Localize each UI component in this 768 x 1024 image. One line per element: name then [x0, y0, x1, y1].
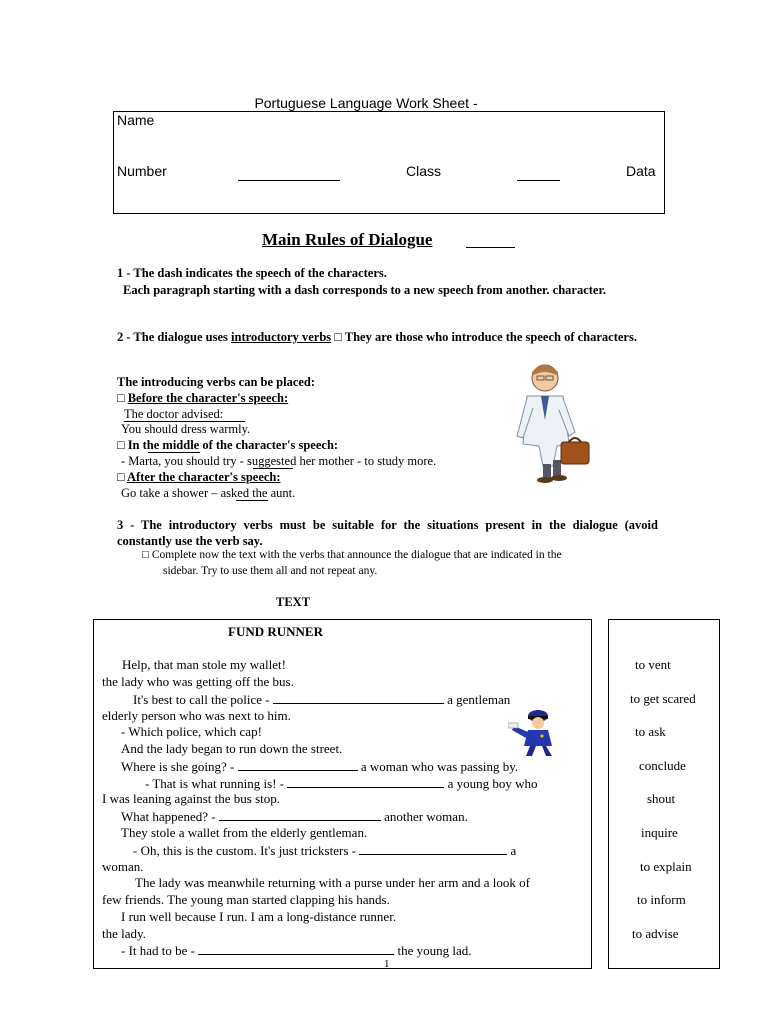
before-example-2: You should dress warmly.	[121, 422, 251, 436]
checkbox-icon: □	[117, 470, 125, 484]
title-underline	[466, 247, 515, 248]
blank-field[interactable]	[359, 842, 507, 855]
text-label: TEXT	[276, 595, 311, 609]
story-line: - That is what running is! - a young boy who	[145, 776, 538, 791]
rule-3: 3 - The introductory verbs must be suitable for the situations present in the dialogue (avoid constantly use the verb say.	[117, 518, 658, 548]
blank-field[interactable]	[219, 808, 381, 821]
main-title: Main Rules of Dialogue	[262, 230, 433, 249]
class-label: Class	[406, 163, 442, 179]
story-line: I run well because I run. I am a long-distance runner.	[121, 909, 397, 924]
rule-2	[117, 329, 658, 345]
rule-1-detail: Each paragraph starting with a dash corresponds to a new speech from another. character.	[123, 283, 606, 297]
blank-field[interactable]	[287, 775, 444, 788]
number-label: Number	[117, 163, 167, 179]
rule-1-heading: 1 - The dash indicates the speech of the characters.	[117, 266, 387, 280]
after-underline	[236, 500, 268, 501]
sidebar-verb: conclude	[639, 758, 686, 773]
rule-2-keyword: introductory verbs	[231, 330, 332, 344]
story-line: few friends. The young man started clapping his hands.	[102, 892, 390, 907]
story-line: the lady who was getting off the bus.	[102, 674, 294, 689]
student-info-box	[113, 111, 665, 214]
story-line: They stole a wallet from the elderly gentleman.	[121, 825, 368, 840]
sidebar-verb: shout	[647, 791, 676, 806]
middle-example: - Marta, you should try - suggested her mother - to study more.	[121, 454, 437, 468]
middle-underline-2	[253, 468, 293, 469]
class-field[interactable]	[517, 166, 560, 181]
story-line: And the lady began to run down the street.	[121, 741, 343, 756]
story-line: elderly person who was next to him.	[102, 708, 291, 723]
sidebar-verb: inquire	[641, 825, 678, 840]
story-line: - It had to be - the young lad.	[121, 943, 472, 958]
story-line: Help, that man stole my wallet!	[122, 657, 286, 672]
middle-underline-1	[148, 452, 200, 453]
blank-field[interactable]	[273, 691, 444, 704]
checkbox-icon: □	[117, 391, 125, 405]
policeman-illustration	[508, 706, 564, 758]
blank-field[interactable]	[238, 758, 358, 771]
sheet-title: Portuguese Language Work Sheet -	[254, 95, 478, 111]
story-line: Where is she going? - a woman who was passing by.	[121, 759, 519, 774]
sidebar-verb: to advise	[632, 926, 679, 941]
name-label: Name	[117, 112, 155, 128]
sidebar-verb: to get scared	[630, 691, 696, 706]
pointer-icon: □	[142, 549, 149, 561]
rule-2-prefix: 2 - The dialogue uses	[117, 330, 228, 344]
story-line: woman.	[102, 859, 144, 874]
instruction-line-2: sidebar. Try to use them all and not repeat any.	[163, 565, 378, 577]
page-number: 1	[384, 958, 390, 970]
story-line: The lady was meanwhile returning with a purse under her arm and a look of	[135, 875, 530, 890]
instruction-line-1: □ Complete now the text with the verbs that announce the dialogue that are indicated in the	[142, 549, 562, 561]
placement-heading: The introducing verbs can be placed:	[117, 375, 316, 389]
story-line: - Which police, which cap!	[121, 724, 262, 739]
sidebar-verb: to vent	[635, 657, 671, 672]
before-label: □ Before the character's speech:	[117, 391, 289, 405]
story-line: I was leaning against the bus stop.	[102, 791, 280, 806]
middle-label: □ In the middle of the character's speech:	[117, 438, 339, 452]
story-line: It's best to call the police - a gentleman	[133, 692, 511, 707]
rule-2-suffix: They are those who introduce the speech of characters.	[344, 330, 637, 344]
sidebar-verb: to ask	[635, 724, 666, 739]
after-example: Go take a shower – asked the aunt.	[121, 486, 296, 500]
blank-field[interactable]	[198, 942, 394, 955]
sidebar-verb: to explain	[640, 859, 692, 874]
story-line: - Oh, this is the custom. It's just tricksters - a	[133, 843, 517, 858]
before-example-1: The doctor advised:	[124, 407, 224, 421]
data-label: Data	[626, 163, 656, 179]
story-line: What happened? - another woman.	[121, 809, 468, 824]
number-field[interactable]	[238, 166, 340, 181]
checkbox-icon: □	[117, 438, 125, 452]
story-line: the lady.	[102, 926, 146, 941]
arrow-icon: □	[334, 330, 342, 344]
after-label: □ After the character's speech:	[117, 470, 281, 484]
story-title: FUND RUNNER	[228, 624, 323, 639]
sidebar-verb: to inform	[637, 892, 686, 907]
doctor-illustration	[503, 360, 595, 485]
